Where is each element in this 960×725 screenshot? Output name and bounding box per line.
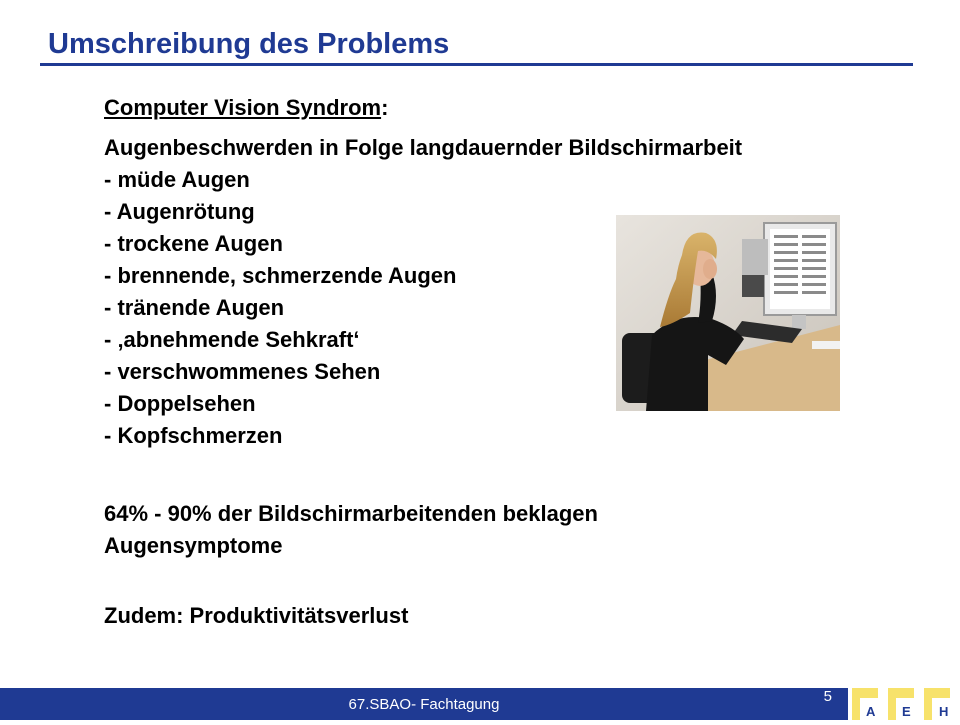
symptom-item: - Kopfschmerzen xyxy=(104,423,283,448)
symptom-item: - ‚abnehmende Sehkraft‘ xyxy=(104,327,360,352)
heading-colon: : xyxy=(381,95,389,120)
syndrome-description: Augenbeschwerden in Folge langdauernder Bildschirmarbeit xyxy=(104,135,743,160)
symptom-item: - brennende, schmerzende Augen xyxy=(104,263,457,288)
photo-illustration xyxy=(616,215,840,411)
symptom-item: - Augenrötung xyxy=(104,199,255,224)
title-underline xyxy=(40,63,913,66)
symptom-item: - verschwommenes Sehen xyxy=(104,359,381,384)
logo-letter: H xyxy=(939,704,949,719)
logo-letter: E xyxy=(902,704,911,719)
definition-heading xyxy=(104,92,924,124)
page-number: 5 xyxy=(823,688,832,705)
symptom-item: - Doppelsehen xyxy=(104,391,256,416)
aeh-logo xyxy=(848,688,960,720)
woman-at-computer-photo xyxy=(616,215,840,411)
statistic-text: 64% - 90% der Bildschirmarbeitenden beklagen Augensymptome xyxy=(104,501,598,558)
productivity-note: Zudem: Produktivitätsverlust xyxy=(104,603,409,628)
footer-bar xyxy=(0,688,848,720)
logo-letter: A xyxy=(866,704,876,719)
symptom-item: - trockene Augen xyxy=(104,231,283,256)
symptom-item: - müde Augen xyxy=(104,167,250,192)
event-label: 67.SBAO- Fachtagung xyxy=(348,696,500,713)
aeh-logo-mark xyxy=(848,688,960,720)
symptom-item: - tränende Augen xyxy=(104,295,285,320)
term-computer-vision-syndrom: Computer Vision Syndrom xyxy=(104,95,382,120)
slide-title: Umschreibung des Problems xyxy=(48,28,450,60)
